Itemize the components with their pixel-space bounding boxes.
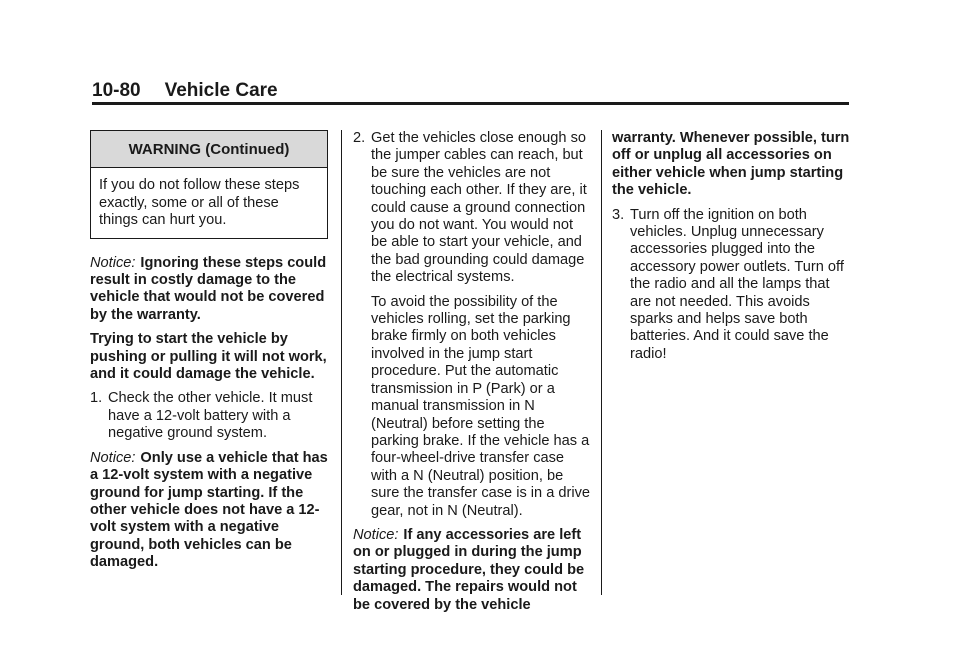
page-number: 10-80 — [92, 80, 141, 101]
step-text: Get the vehicles close enough so the jumper cables can reach, but be sure the vehicles are not touching each other. If they are, it could cause a ground connection you do not want. You would not be able to start your vehicle, and the bad grounding could damage the electrical systems. — [371, 130, 587, 286]
column-middle — [353, 130, 593, 621]
step-number: 1. — [90, 390, 103, 407]
notice-continued: warranty. Whenever possible, turn off or unplug all accessories on either vehicle when jump starting the vehicle. — [612, 130, 850, 199]
step-1 — [90, 390, 330, 442]
notice-text: Only use a vehicle that has a 12-volt system with a negative ground for jump starting. If the other vehicle does not have a 12-volt system with a negative ground, both vehicles can be damaged. — [90, 449, 328, 571]
step-number: 3. — [612, 206, 625, 223]
header-rule — [92, 102, 849, 105]
column-right — [612, 130, 852, 370]
warning-title: WARNING (Continued) — [91, 131, 327, 168]
bold-paragraph: Trying to start the vehicle by pushing or pulling it will not work, and it could damage the vehicle. — [90, 331, 327, 383]
step-2 — [353, 130, 593, 287]
step-text: Check the other vehicle. It must have a 12-volt battery with a negative ground system. — [108, 390, 313, 442]
step-number: 2. — [353, 130, 366, 146]
column-divider — [341, 130, 342, 595]
warning-body: If you do not follow these steps exactly, some or all of these things can hurt you. — [99, 177, 300, 229]
step-2-continued: To avoid the possibility of the vehicles rolling, set the parking brake firmly on both vehicles involved in the jump start procedure. Put the automatic transmission in P (Park) or a manual transmission in N (Neutral) before setting the parking brake. If the vehicle has a four-wheel-drive transfer case with a N (Neutral) position, be sure the transfer case is in a drive gear, not in N (Neutral). — [371, 293, 591, 519]
warning-box — [90, 130, 328, 239]
step-3 — [612, 207, 852, 364]
notice-label: Notice: — [90, 254, 136, 271]
step-text: Turn off the ignition on both vehicles. Unplug unnecessary accessories plugged into the accessory power outlets. Turn off the radio and all the lamps that are not needed. This avoids sparks and helps save both batteries. And it could save the radio! — [630, 206, 844, 362]
notice-paragraph — [353, 527, 593, 614]
column-divider — [601, 130, 602, 595]
notice-label: Notice: — [353, 526, 399, 543]
notice-paragraph — [90, 255, 330, 325]
notice-paragraph — [90, 450, 330, 572]
notice-text: If any accessories are left on or plugged in during the jump starting procedure, they could be damaged. The repairs would not be covered by the vehicle — [353, 526, 585, 613]
notice-label: Notice: — [90, 449, 136, 466]
notice-text: Ignoring these steps could result in costly damage to the vehicle that would not be covered by the warranty. — [90, 254, 327, 323]
section-title: Vehicle Care — [164, 80, 278, 101]
column-left — [90, 130, 330, 579]
page-header — [92, 80, 278, 102]
